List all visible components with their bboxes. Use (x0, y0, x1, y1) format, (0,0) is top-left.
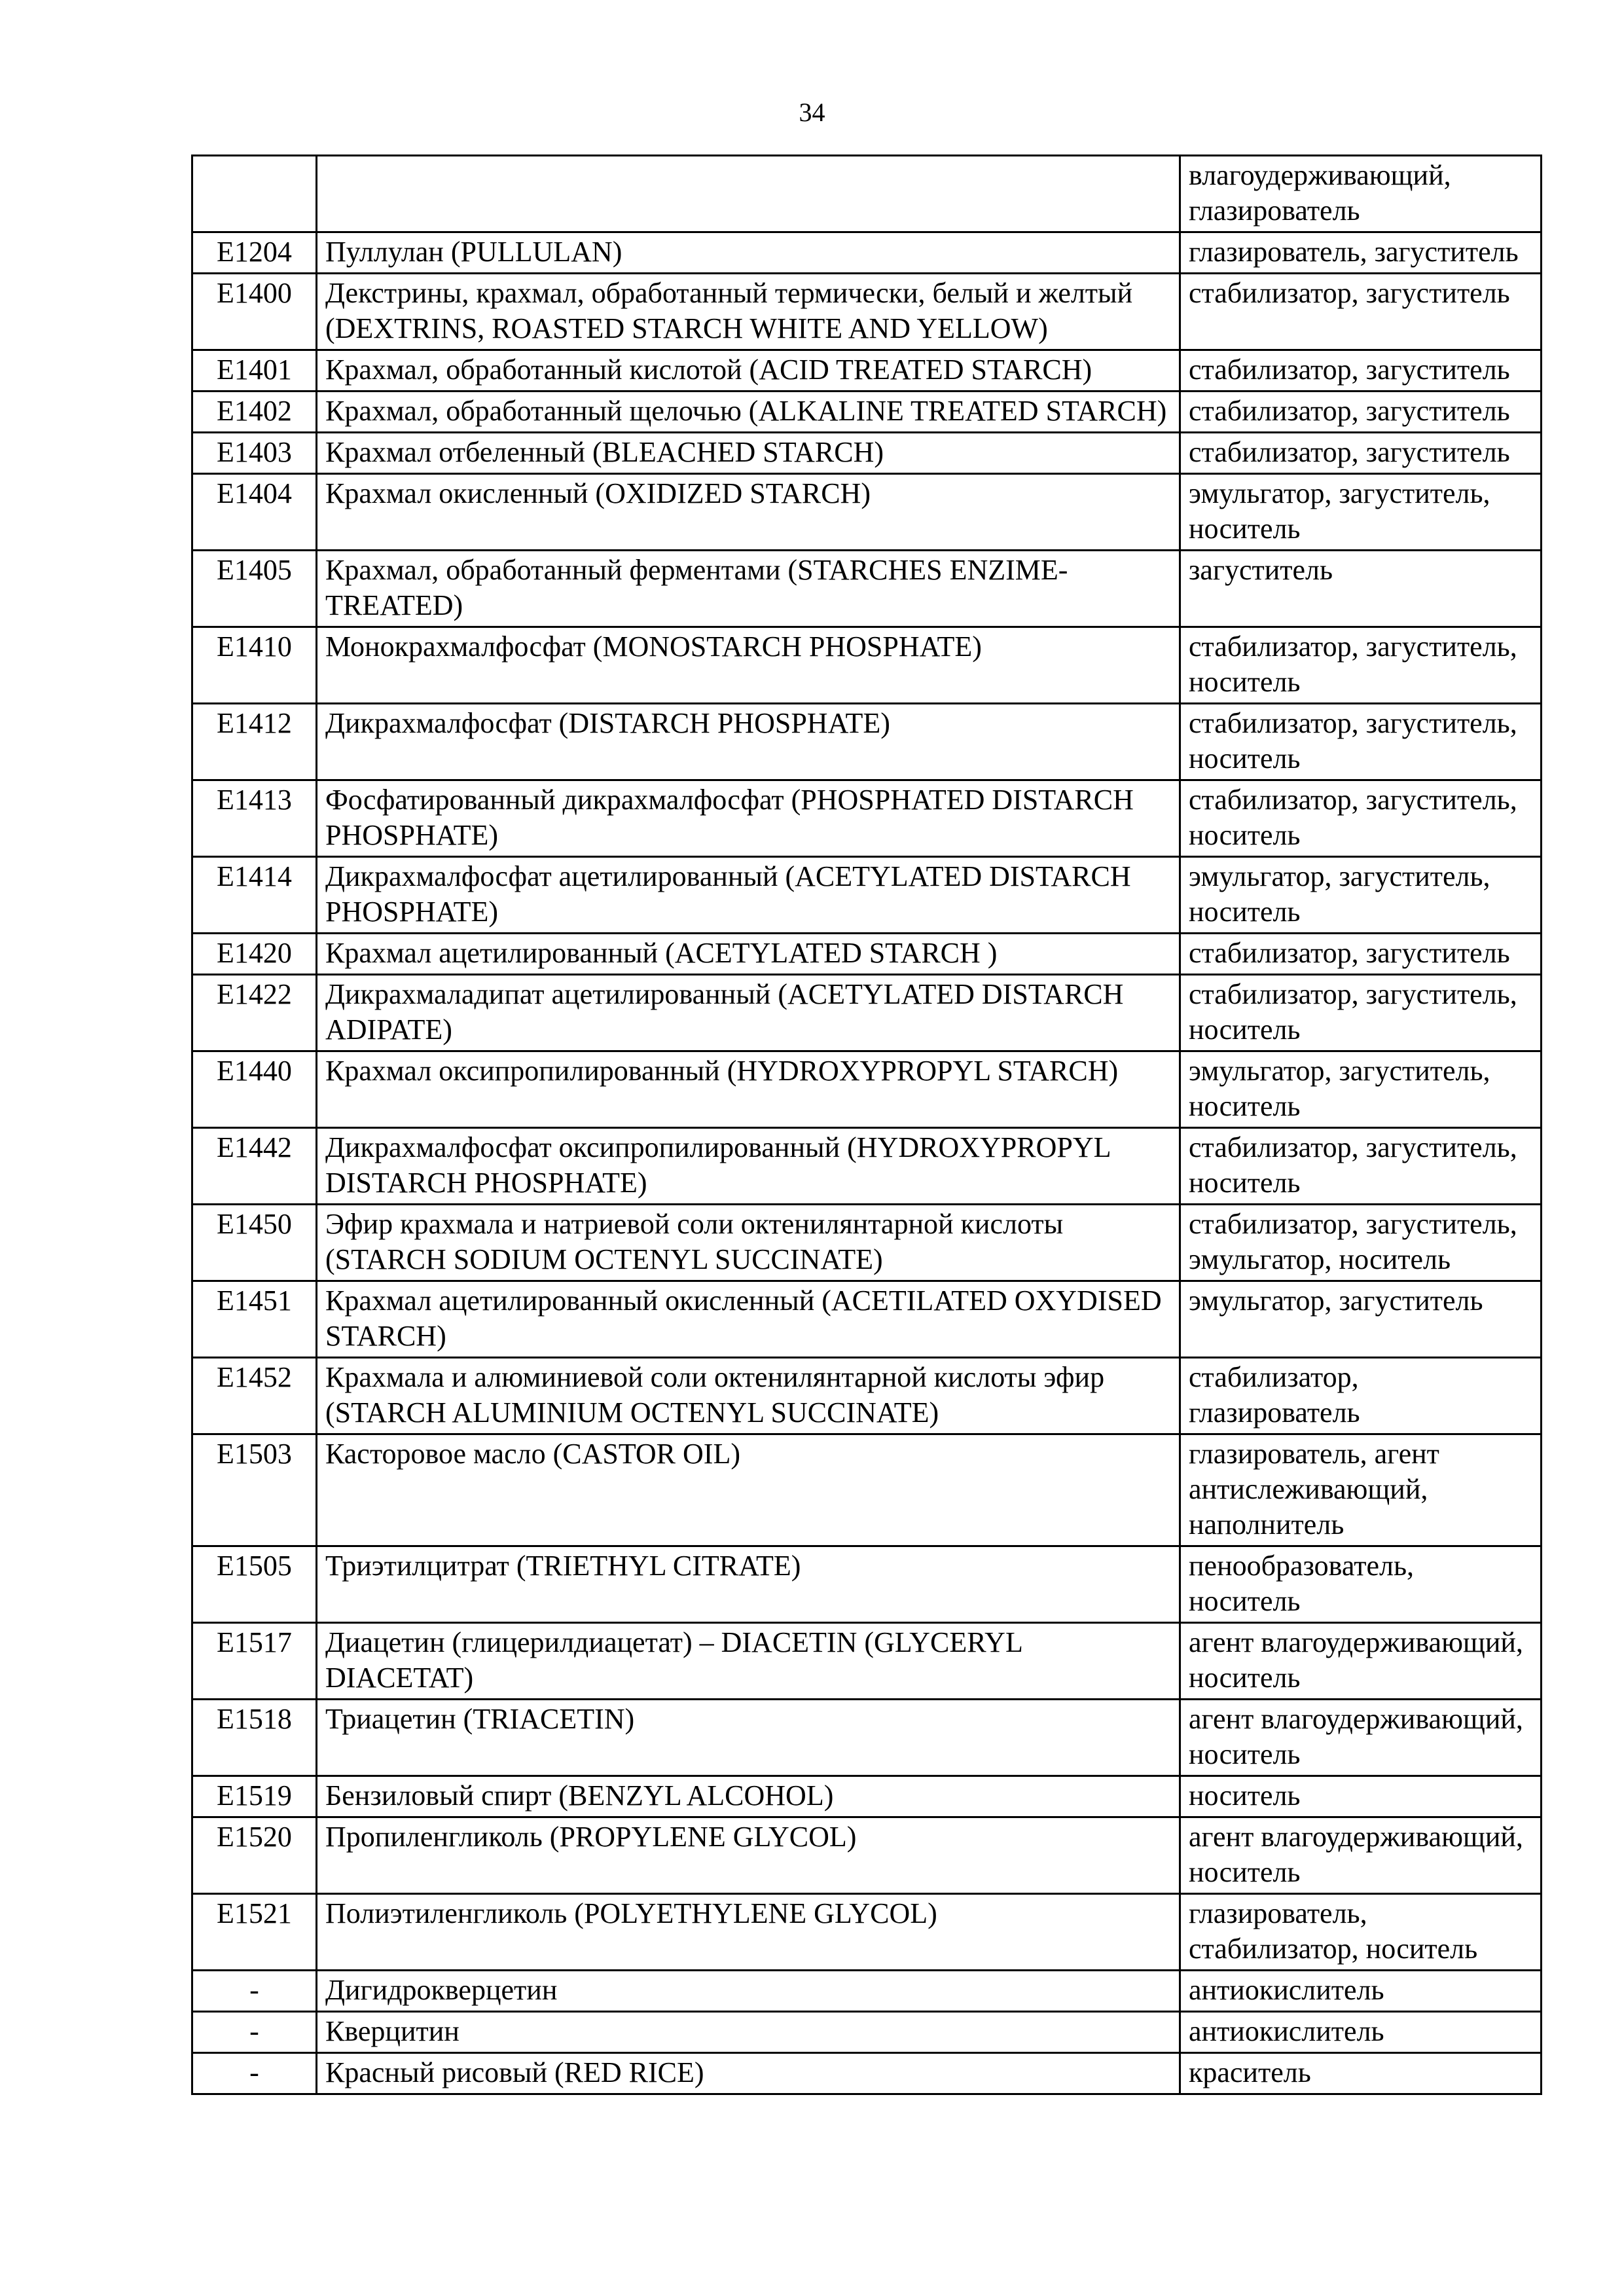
code-cell: E1204 (192, 232, 317, 274)
function-cell: стабилизатор, загуститель, носитель (1180, 704, 1542, 780)
name-cell: Триацетин (TRIACETIN) (317, 1700, 1180, 1776)
function-cell: стабилизатор, загуститель (1180, 934, 1542, 975)
code-cell: E1403 (192, 433, 317, 474)
name-cell: Крахмал ацетилированный окисленный (ACETILATED OXYDISED STARCH) (317, 1281, 1180, 1358)
name-cell: Крахмал оксипропилированный (HYDROXYPROPYL STARCH) (317, 1051, 1180, 1128)
table-row (192, 2053, 1542, 2094)
table-row (192, 474, 1542, 551)
code-cell: E1451 (192, 1281, 317, 1358)
page-number: 34 (799, 98, 825, 127)
code-cell: E1520 (192, 1817, 317, 1894)
name-cell: Крахмал, обработанный ферментами (STARCHES ENZIME-TREATED) (317, 551, 1180, 627)
table-row (192, 1128, 1542, 1205)
function-cell: стабилизатор, загуститель, носитель (1180, 780, 1542, 857)
table-row (192, 1817, 1542, 1894)
code-cell: E1517 (192, 1623, 317, 1700)
function-cell: краситель (1180, 2053, 1542, 2094)
code-cell: E1519 (192, 1776, 317, 1817)
function-cell: стабилизатор, загуститель (1180, 350, 1542, 392)
code-cell: E1440 (192, 1051, 317, 1128)
code-cell: E1521 (192, 1894, 317, 1971)
code-cell: E1410 (192, 627, 317, 704)
function-cell: загуститель (1180, 551, 1542, 627)
code-cell: E1414 (192, 857, 317, 934)
name-cell: Крахмал ацетилированный (ACETYLATED STARCH ) (317, 934, 1180, 975)
table-row (192, 232, 1542, 274)
name-cell (317, 156, 1180, 232)
function-cell: стабилизатор, загуститель, носитель (1180, 1128, 1542, 1205)
code-cell: E1422 (192, 975, 317, 1051)
function-cell: глазирователь, загуститель (1180, 232, 1542, 274)
function-cell: стабилизатор, загуститель, носитель (1180, 627, 1542, 704)
name-cell: Крахмал, обработанный кислотой (ACID TREATED STARCH) (317, 350, 1180, 392)
code-cell: E1505 (192, 1546, 317, 1623)
function-cell: глазирователь, стабилизатор, носитель (1180, 1894, 1542, 1971)
name-cell: Дикрахмаладипат ацетилированный (ACETYLATED DISTARCH ADIPATE) (317, 975, 1180, 1051)
name-cell: Крахмал окисленный (OXIDIZED STARCH) (317, 474, 1180, 551)
table-row (192, 975, 1542, 1051)
function-cell: эмульгатор, загуститель, носитель (1180, 1051, 1542, 1128)
table-row (192, 392, 1542, 433)
table-row (192, 1623, 1542, 1700)
table-row (192, 1700, 1542, 1776)
code-cell: - (192, 2012, 317, 2053)
function-cell: стабилизатор, загуститель, носитель (1180, 975, 1542, 1051)
table-row (192, 627, 1542, 704)
table-row (192, 551, 1542, 627)
name-cell: Крахмала и алюминиевой соли октенилянтарной кислоты эфир (STARCH ALUMINIUM OCTENYL SUCCINATE) (317, 1358, 1180, 1434)
table-row (192, 780, 1542, 857)
table-row (192, 350, 1542, 392)
function-cell: стабилизатор, загуститель, эмульгатор, носитель (1180, 1205, 1542, 1281)
code-cell: E1404 (192, 474, 317, 551)
function-cell: стабилизатор, загуститель (1180, 433, 1542, 474)
table-row (192, 934, 1542, 975)
code-cell: E1402 (192, 392, 317, 433)
function-cell: антиокислитель (1180, 2012, 1542, 2053)
table-row (192, 1434, 1542, 1546)
code-cell: - (192, 2053, 317, 2094)
name-cell: Триэтилцитрат (TRIETHYL CITRATE) (317, 1546, 1180, 1623)
name-cell: Пуллулан (PULLULAN) (317, 232, 1180, 274)
function-cell: стабилизатор, глазирователь (1180, 1358, 1542, 1434)
function-cell: носитель (1180, 1776, 1542, 1817)
code-cell: E1405 (192, 551, 317, 627)
name-cell: Кверцитин (317, 2012, 1180, 2053)
code-cell: E1413 (192, 780, 317, 857)
name-cell: Касторовое масло (CASTOR OIL) (317, 1434, 1180, 1546)
function-cell: пенообразователь, носитель (1180, 1546, 1542, 1623)
name-cell: Полиэтиленгликоль (POLYETHYLENE GLYCOL) (317, 1894, 1180, 1971)
function-cell: эмульгатор, загуститель (1180, 1281, 1542, 1358)
table-row (192, 1358, 1542, 1434)
function-cell: эмульгатор, загуститель, носитель (1180, 857, 1542, 934)
name-cell: Крахмал отбеленный (BLEACHED STARCH) (317, 433, 1180, 474)
name-cell: Эфир крахмала и натриевой соли октенилянтарной кислоты (STARCH SODIUM OCTENYL SUCCINATE) (317, 1205, 1180, 1281)
function-cell: стабилизатор, загуститель (1180, 392, 1542, 433)
name-cell: Бензиловый спирт (BENZYL ALCOHOL) (317, 1776, 1180, 1817)
code-cell: E1442 (192, 1128, 317, 1205)
name-cell: Фосфатированный дикрахмалфосфат (PHOSPHATED DISTARCH PHOSPHATE) (317, 780, 1180, 857)
name-cell: Дигидрокверцетин (317, 1971, 1180, 2012)
code-cell: E1420 (192, 934, 317, 975)
table-body (192, 156, 1542, 2094)
table-row (192, 857, 1542, 934)
table-row (192, 156, 1542, 232)
name-cell: Красный рисовый (RED RICE) (317, 2053, 1180, 2094)
table-row (192, 704, 1542, 780)
code-cell: E1400 (192, 274, 317, 350)
table-row (192, 1051, 1542, 1128)
function-cell: влагоудерживающий, глазирователь (1180, 156, 1542, 232)
code-cell (192, 156, 317, 232)
function-cell: агент влагоудерживающий, носитель (1180, 1817, 1542, 1894)
function-cell: антиокислитель (1180, 1971, 1542, 2012)
name-cell: Диацетин (глицерилдиацетат) – DIACETIN (GLYCERYL DIACETAT) (317, 1623, 1180, 1700)
code-cell: - (192, 1971, 317, 2012)
function-cell: агент влагоудерживающий, носитель (1180, 1623, 1542, 1700)
table-row (192, 2012, 1542, 2053)
name-cell: Декстрины, крахмал, обработанный термически, белый и желтый (DEXTRINS, ROASTED STARCH WHITE AND YELLOW) (317, 274, 1180, 350)
food-additives-table (191, 155, 1542, 2095)
code-cell: E1518 (192, 1700, 317, 1776)
function-cell: агент влагоудерживающий, носитель (1180, 1700, 1542, 1776)
table-row (192, 1776, 1542, 1817)
table-row (192, 274, 1542, 350)
code-cell: E1401 (192, 350, 317, 392)
name-cell: Монокрахмалфосфат (MONOSTARCH PHOSPHATE) (317, 627, 1180, 704)
code-cell: E1503 (192, 1434, 317, 1546)
function-cell: стабилизатор, загуститель (1180, 274, 1542, 350)
table-row (192, 433, 1542, 474)
table-row (192, 1281, 1542, 1358)
code-cell: E1450 (192, 1205, 317, 1281)
function-cell: глазирователь, агент антислеживающий, наполнитель (1180, 1434, 1542, 1546)
name-cell: Крахмал, обработанный щелочью (ALKALINE TREATED STARCH) (317, 392, 1180, 433)
table-row (192, 1546, 1542, 1623)
name-cell: Дикрахмалфосфат ацетилированный (ACETYLATED DISTARCH PHOSPHATE) (317, 857, 1180, 934)
table-row (192, 1205, 1542, 1281)
name-cell: Пропиленгликоль (PROPYLENE GLYCOL) (317, 1817, 1180, 1894)
name-cell: Дикрахмалфосфат оксипропилированный (HYDROXYPROPYL DISTARCH PHOSPHATE) (317, 1128, 1180, 1205)
function-cell: эмульгатор, загуститель, носитель (1180, 474, 1542, 551)
code-cell: E1412 (192, 704, 317, 780)
name-cell: Дикрахмалфосфат (DISTARCH PHOSPHATE) (317, 704, 1180, 780)
table-row (192, 1971, 1542, 2012)
table-row (192, 1894, 1542, 1971)
code-cell: E1452 (192, 1358, 317, 1434)
